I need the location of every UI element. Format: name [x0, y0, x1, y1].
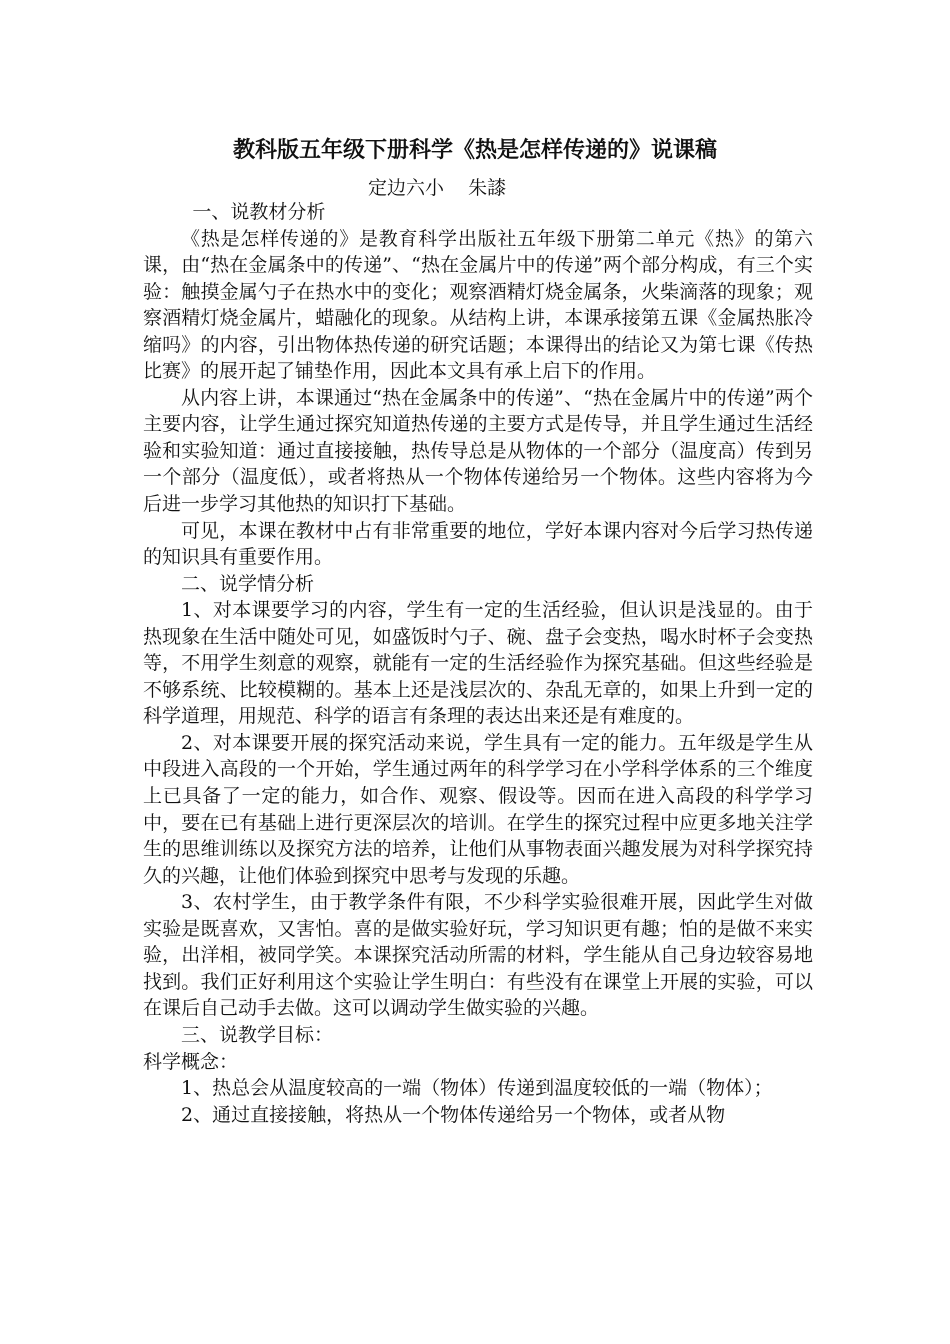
paragraph: 可见，本课在教材中占有非常重要的地位，学好本课内容对今后学习热传递的知识具有重要作用。: [143, 519, 813, 569]
document-title: 教科版五年级下册科学《热是怎样传递的》说课稿: [232, 138, 717, 163]
paragraph: 3、农村学生，由于教学条件有限，不少科学实验很难开展，因此学生对做实验是既喜欢，又害怕。喜的是做实验好玩，学习知识更有趣；怕的是做不来实验，出洋相，被同学笑。本课探究活动所需的材料，学生能从自己身边较容易地找到。我们正好利用这个实验让学生明白：有些没有在课堂上开展的实验，可以在课后自己动手去做。这可以调动学生做实验的兴趣。: [143, 891, 813, 1020]
section-heading: 三、说教学目标：: [181, 1023, 334, 1046]
section-heading: 二、说学情分析: [181, 572, 315, 595]
paragraph: 2、对本课要开展的探究活动来说，学生具有一定的能力。五年级是学生从中段进入高段的一个开始，学生通过两年的科学学习在小学科学体系的三个维度上已具备了一定的能力，如合作、观察、假设等。因而在进入高段的科学学习中，要在已有基础上进行更深层次的培训。在学生的探究过程中应更多地关注学生的思维训练以及探究方法的培养，让他们从事物表面兴趣发展为对科学探究持久的兴趣，让他们体验到探究中思考与发现的乐趣。: [143, 731, 813, 887]
list-item: 2、通过直接接触，将热从一个物体传递给另一个物体，或者从物: [181, 1103, 726, 1126]
author-line: 定边六小 朱䜉: [368, 177, 507, 199]
paragraph: 1、对本课要学习的内容，学生有一定的生活经验，但认识是浅显的。由于热现象在生活中随处可见，如盛饭时勺子、碗、盘子会变热，喝水时杯子会变热等，不用学生刻意的观察，就能有一定的生活经验作为探究基础。但这些经验是不够系统、比较模糊的。基本上还是浅层次的、杂乱无章的，如果上升到一定的科学道理，用规范、科学的语言有条理的表达出来还是有难度的。: [143, 599, 813, 728]
list-item: 1、热总会从温度较高的一端（物体）传递到温度较低的一端（物体）；: [181, 1077, 773, 1100]
subheading: 科学概念：: [143, 1050, 239, 1073]
document-body: [143, 199, 813, 1128]
section-heading: 一、说教材分析: [192, 201, 326, 223]
paragraph: 《热是怎样传递的》是教育科学出版社五年级下册第二单元《热》的第六课，由“热在金属条中的传递”、“热在金属片中的传递”两个部分构成，有三个实验：触摸金属勺子在热水中的变化；观察酒精灯烧金属条，火柴滴落的现象；观察酒精灯烧金属片，蜡融化的现象。从结构上讲，本课承接第五课《金属热胀冷缩吗》的内容，引出物体热传递的研究话题；本课得出的结论又为第七课《传热比赛》的展开起了铺垫作用，因此本文具有承上启下的作用。: [143, 227, 813, 383]
paragraph: 从内容上讲，本课通过“热在金属条中的传递”、“热在金属片中的传递”两个主要内容，让学生通过探究知道热传递的主要方式是传导，并且学生通过生活经验和实验知道：通过直接接触，热传导总是从物体的一个部分（温度高）传到另一个部分（温度低），或者将热从一个物体传递给另一个物体。这些内容将为今后进一步学习其他热的知识打下基础。: [143, 386, 813, 516]
